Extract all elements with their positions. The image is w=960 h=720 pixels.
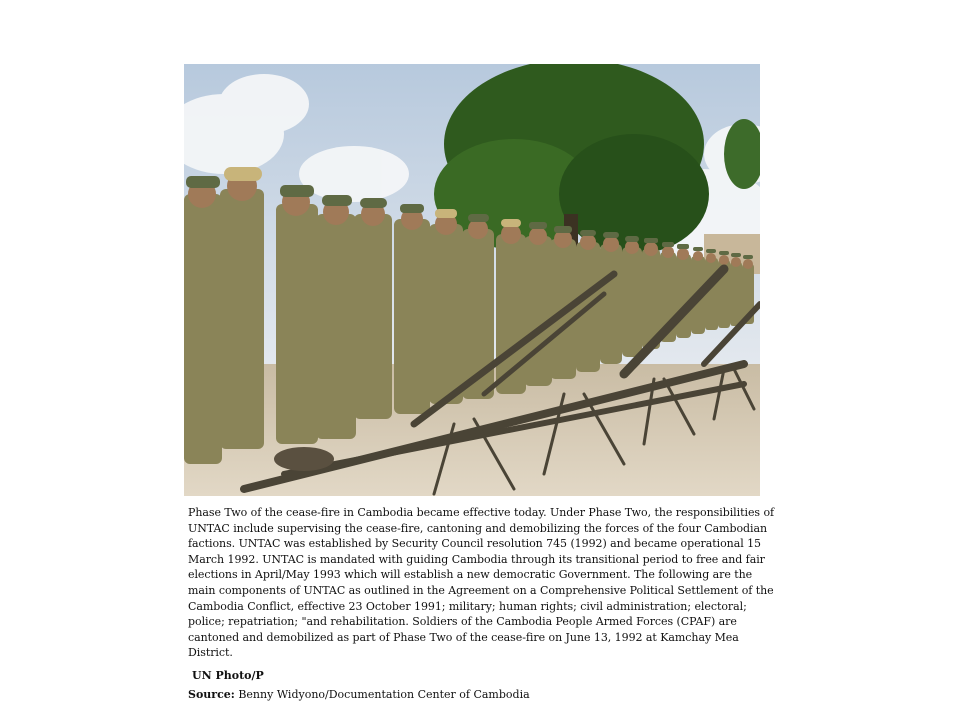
photo-illustration [184,64,760,496]
source-label: Source: [188,688,235,701]
photo-caption: Phase Two of the cease-fire in Cambodia became effective today. Under Phase Two, the responsibilities of UNTAC include supervising the cease-fire, cantoning and demobilizing the forces of the four Cambodian factions. UNTAC was established by Security Council resolution 745 (1992) and became operational 15 March 1992. UNTAC is mandated with guiding Cambodia through its transitional period to free and fair elections in April/May 1993 which will establish a new democratic Government. The following are the main components of UNTAC as outlined in the Agreement on a Comprehensive Political Settlement of the Cambodia Conflict, effective 23 October 1991; military; human rights; civil administration; electoral; police; repatriation; "and rehabilitation. Soldiers of the Cambodia People Armed Forces (CPAF) are cantoned and demobilized as part of Phase Two of the cease-fire on June 13, 1992 at Kamchay Mea District. [188,506,775,660]
soldiers-photo [184,64,760,496]
source-text: Benny Widyono/Documentation Center of Cambodia [238,688,530,701]
source-line [188,688,530,701]
photo-credit: UN Photo/P [192,669,264,682]
gun-shield [274,447,334,471]
